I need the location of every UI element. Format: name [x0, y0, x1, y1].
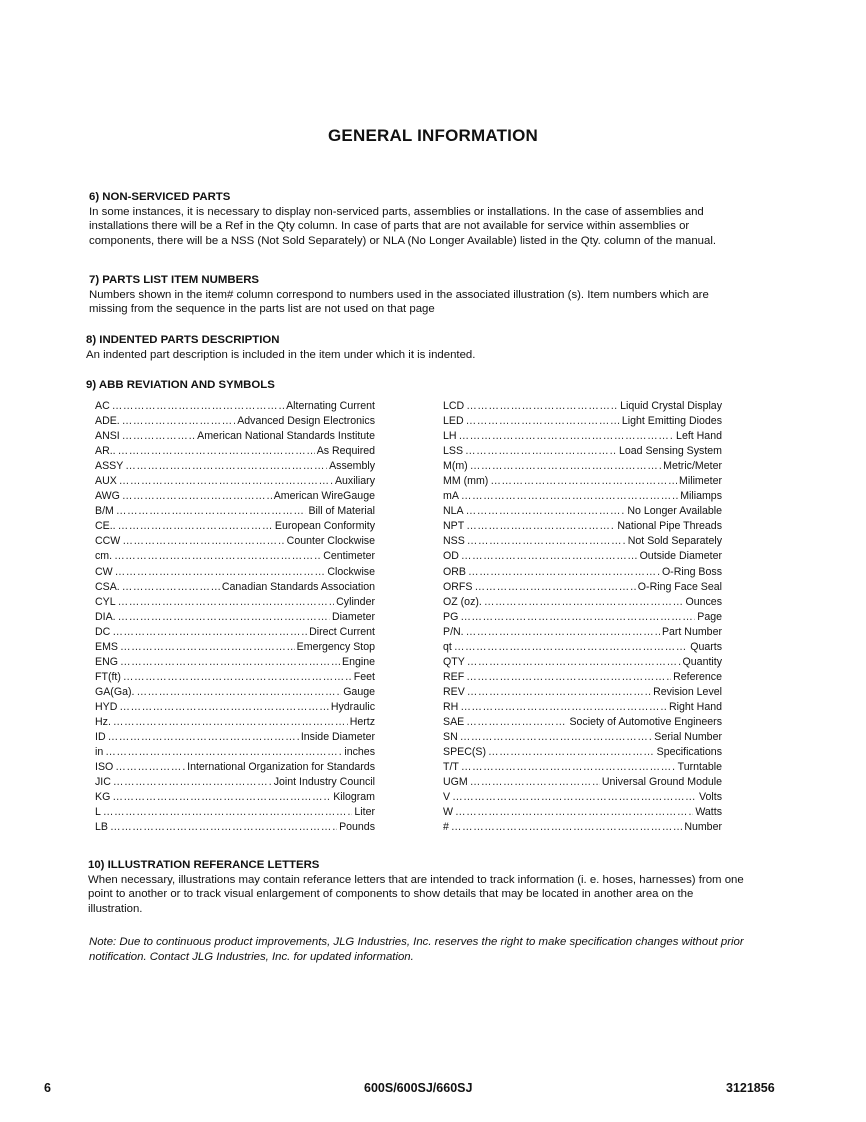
abbreviation-row — [443, 730, 722, 745]
section-heading: 10) ILLUSTRATION REFERANCE LETTERS — [88, 859, 320, 871]
abbreviation-meaning: Bill of Material — [308, 505, 375, 518]
section-non-serviced-parts — [89, 190, 749, 248]
leader-dots — [112, 625, 307, 640]
abbreviation-meaning: Centimeter — [323, 550, 375, 563]
abbreviation-row — [443, 700, 722, 715]
abbreviation-code: L — [95, 806, 101, 819]
abbreviation-meaning: Quarts — [690, 640, 722, 653]
abbreviation-meaning: Specifications — [656, 746, 722, 759]
leader-dots — [113, 715, 348, 730]
abbreviation-code: ORFS — [443, 580, 473, 593]
abbreviation-code: V — [443, 791, 451, 804]
abbreviation-meaning: Right Hand — [669, 700, 722, 713]
abbreviation-row — [443, 580, 722, 595]
leader-dots — [466, 519, 615, 534]
abbreviation-row — [95, 700, 375, 715]
abbreviation-code: qt — [443, 640, 452, 653]
leader-dots — [123, 670, 352, 685]
abbreviation-row — [443, 655, 722, 670]
leader-dots — [460, 610, 695, 625]
section-heading: 8) INDENTED PARTS DESCRIPTION — [86, 334, 280, 346]
abbreviation-meaning: Clockwise — [327, 565, 375, 578]
abbreviation-meaning: International Organization for Standards — [187, 761, 375, 774]
abbreviation-code: SAE — [443, 715, 465, 728]
abbreviation-code: ID — [95, 731, 106, 744]
abbreviation-code: mA — [443, 490, 459, 503]
abbreviation-meaning: Metric/Meter — [663, 460, 722, 473]
abbreviation-row — [443, 459, 722, 474]
section-indented-parts-description — [86, 333, 746, 362]
abbreviation-row — [95, 534, 375, 549]
abbreviation-meaning: As Required — [316, 445, 375, 458]
abbreviation-row — [95, 444, 375, 459]
section-illustration-reference-letters — [88, 858, 748, 916]
abbreviation-meaning: Universal Ground Module — [601, 776, 722, 789]
abbreviation-code: CCW — [95, 535, 121, 548]
abbreviation-meaning: American WireGauge — [273, 490, 375, 503]
abbreviation-code: CSA. — [95, 580, 120, 593]
abbreviation-code: ISO — [95, 761, 114, 774]
abbreviation-code: DC — [95, 625, 111, 638]
note-text: Note: Due to continuous product improvements, JLG Industries, Inc. reserves the right to make specification changes without prior notification. Contact JLG Industries, Inc. for updated information. — [89, 936, 744, 963]
abbreviation-row — [443, 640, 722, 655]
abbreviation-code: CE.. — [95, 520, 116, 533]
leader-dots — [118, 595, 335, 610]
leader-dots — [122, 489, 272, 504]
abbreviation-meaning: Number — [684, 821, 722, 834]
abbreviation-code: MM (mm) — [443, 475, 489, 488]
abbreviation-row — [95, 775, 375, 790]
abbreviation-code: LB — [95, 821, 108, 834]
footer-page-number: 6 — [44, 1081, 51, 1095]
abbreviation-code: AWG — [95, 490, 120, 503]
abbreviation-code: CYL — [95, 595, 116, 608]
abbreviation-row — [443, 534, 722, 549]
abbreviation-code: NSS — [443, 535, 465, 548]
leader-dots — [459, 429, 675, 444]
abbreviation-row — [443, 610, 722, 625]
abbreviation-row — [443, 715, 722, 730]
abbreviation-meaning: Canadian Standards Association — [221, 580, 375, 593]
section-parts-list-item-numbers — [89, 273, 749, 317]
abbreviation-meaning: Cylinder — [336, 595, 375, 608]
abbreviation-code: NLA — [443, 505, 464, 518]
leader-dots — [118, 444, 315, 459]
abbreviation-meaning: National Pipe Threads — [617, 520, 722, 533]
section-abbreviations — [86, 378, 746, 393]
leader-dots — [466, 399, 618, 414]
abbreviation-code: Hz. — [95, 715, 111, 728]
abbreviation-row — [95, 805, 375, 820]
abbreviation-row — [95, 610, 375, 625]
leader-dots — [460, 730, 653, 745]
leader-dots — [474, 580, 635, 595]
abbreviation-row — [443, 820, 722, 835]
leader-dots — [119, 474, 333, 489]
leader-dots — [467, 655, 681, 670]
leader-dots — [118, 610, 330, 625]
abbreviation-code: HYD — [95, 700, 118, 713]
abbreviation-code: ANSI — [95, 430, 120, 443]
leader-dots — [488, 745, 655, 760]
leader-dots — [116, 504, 307, 519]
abbreviation-row — [95, 655, 375, 670]
section-heading: 9) ABB REVIATION AND SYMBOLS — [86, 379, 275, 391]
abbreviation-row — [95, 760, 375, 775]
leader-dots — [115, 565, 326, 580]
abbreviation-row — [443, 775, 722, 790]
abbreviation-row — [95, 715, 375, 730]
abbreviation-row — [95, 429, 375, 444]
abbreviation-code: B/M — [95, 505, 114, 518]
abbreviation-meaning: Volts — [699, 791, 722, 804]
leader-dots — [125, 459, 327, 474]
leader-dots — [466, 670, 671, 685]
abbreviation-code: T/T — [443, 761, 459, 774]
abbreviation-meaning: Assembly — [329, 460, 375, 473]
leader-dots — [466, 414, 620, 429]
abbreviation-row — [95, 790, 375, 805]
abbreviation-meaning: Revision Level — [653, 685, 722, 698]
abbreviation-row — [443, 549, 722, 564]
leader-dots — [452, 790, 697, 805]
abbreviation-meaning: Reference — [673, 670, 722, 683]
abbreviation-code: LED — [443, 415, 464, 428]
leader-dots — [103, 805, 352, 820]
abbreviation-code: JIC — [95, 776, 111, 789]
abbreviation-meaning: Light Emitting Diodes — [621, 415, 722, 428]
abbreviation-meaning: inches — [344, 746, 375, 759]
leader-dots — [118, 519, 273, 534]
leader-dots — [105, 745, 342, 760]
leader-dots — [120, 640, 295, 655]
abbreviation-meaning: Hertz — [349, 715, 375, 728]
abbreviation-code: cm. — [95, 550, 113, 563]
abbreviation-meaning: Liquid Crystal Display — [620, 400, 722, 412]
leader-dots — [451, 820, 682, 835]
abbreviation-code: ASSY — [95, 460, 124, 473]
abbreviation-row — [95, 580, 375, 595]
abbreviation-row — [443, 760, 722, 775]
abbreviation-row — [443, 474, 722, 489]
abbreviation-meaning: Engine — [342, 655, 375, 668]
abbreviation-row — [443, 504, 722, 519]
abbreviation-row — [443, 745, 722, 760]
leader-dots — [122, 429, 195, 444]
leader-dots — [467, 685, 651, 700]
abbreviation-row — [443, 685, 722, 700]
abbreviation-code: QTY — [443, 655, 465, 668]
abbreviation-row — [95, 745, 375, 760]
footer-doc-number: 3121856 — [726, 1081, 775, 1095]
abbreviation-row — [95, 565, 375, 580]
leader-dots — [467, 534, 626, 549]
abbreviation-code: LCD — [443, 400, 465, 412]
leader-dots — [460, 700, 667, 715]
abbreviation-meaning: Left Hand — [676, 430, 722, 443]
abbreviation-meaning: O-Ring Face Seal — [637, 580, 722, 593]
abbreviation-row — [95, 595, 375, 610]
abbreviation-code: GA(Ga). — [95, 685, 135, 698]
abbreviation-meaning: Outside Diameter — [639, 550, 722, 563]
section-body: In some instances, it is necessary to display non-serviced parts, assemblies or installations. In the case of assemblies and installations there will be a Ref in the Qty column. In case of parts that are not available for service within assemblies or components, there will be a NSS (Not Sold Separately) or NLA (No Longer Available) listed in the Qty. column of the manual. — [89, 205, 717, 247]
abbreviation-row — [95, 640, 375, 655]
abbreviation-meaning: Not Sold Separately — [627, 535, 722, 548]
abbreviation-code: AR.. — [95, 445, 116, 458]
abbreviation-meaning: Feet — [353, 670, 375, 683]
leader-dots — [122, 414, 235, 429]
abbreviation-meaning: Milimeter — [679, 475, 722, 488]
abbreviation-code: KG — [95, 791, 111, 804]
abbreviation-row — [95, 820, 375, 835]
abbreviation-meaning: Direct Current — [309, 625, 375, 638]
abbreviation-meaning: Counter Clockwise — [286, 535, 375, 548]
abbreviation-meaning: Alternating Current — [286, 400, 375, 412]
abbreviation-meaning: Hydraulic — [330, 700, 375, 713]
abbreviation-meaning: Joint Industry Council — [273, 776, 375, 789]
leader-dots — [465, 444, 617, 459]
abbreviation-meaning: Ounces — [685, 595, 722, 608]
abbreviation-code: W — [443, 806, 453, 819]
abbreviation-row — [443, 595, 722, 610]
abbreviation-code: P/N. — [443, 625, 464, 638]
leader-dots — [120, 655, 340, 670]
leader-dots — [470, 775, 600, 790]
abbreviation-code: FT(ft) — [95, 670, 121, 683]
abbreviation-row — [443, 805, 722, 820]
abbreviation-meaning: Emergency Stop — [296, 640, 375, 653]
leader-dots — [119, 700, 328, 715]
abbreviation-meaning: Liter — [354, 806, 375, 819]
abbreviation-row — [95, 489, 375, 504]
abbreviation-row — [443, 489, 722, 504]
abbreviation-list-right — [443, 399, 722, 835]
abbreviation-meaning: Gauge — [343, 685, 375, 698]
leader-dots — [122, 534, 284, 549]
abbreviation-meaning: Diameter — [332, 610, 375, 623]
leader-dots — [113, 775, 272, 790]
leader-dots — [461, 549, 638, 564]
abbreviation-code: AC — [95, 400, 110, 412]
leader-dots — [112, 790, 331, 805]
section-body: An indented part description is included in the item under which it is indented. — [86, 348, 476, 361]
leader-dots — [115, 760, 185, 775]
leader-dots — [110, 820, 337, 835]
abbreviation-meaning: Kilogram — [333, 791, 375, 804]
abbreviation-code: SPEC(S) — [443, 746, 486, 759]
section-heading: 7) PARTS LIST ITEM NUMBERS — [89, 274, 260, 286]
abbreviation-code: REV — [443, 685, 465, 698]
abbreviation-code: in — [95, 746, 104, 759]
abbreviation-row — [443, 565, 722, 580]
abbreviation-row — [443, 519, 722, 534]
abbreviation-code: PG — [443, 610, 459, 623]
abbreviation-row — [443, 399, 722, 414]
abbreviation-meaning: Auxiliary — [334, 475, 375, 488]
leader-dots — [466, 625, 660, 640]
leader-dots — [112, 399, 284, 414]
abbreviation-row — [95, 459, 375, 474]
abbreviation-row — [95, 670, 375, 685]
section-body: Numbers shown in the item# column correspond to numbers used in the associated illustration (s). Item numbers which are missing from the sequence in the parts list are not used on that page — [89, 288, 709, 316]
leader-dots — [470, 459, 661, 474]
leader-dots — [461, 760, 676, 775]
abbreviation-code: REF — [443, 670, 465, 683]
abbreviation-code: OZ (oz). — [443, 595, 482, 608]
abbreviation-row — [95, 399, 375, 414]
abbreviation-row — [95, 730, 375, 745]
abbreviation-code: LSS — [443, 445, 464, 458]
abbreviation-code: AUX — [95, 475, 117, 488]
abbreviation-code: SN — [443, 731, 458, 744]
abbreviation-meaning: Quantity — [682, 655, 722, 668]
page-title: GENERAL INFORMATION — [328, 126, 538, 145]
abbreviation-row — [95, 549, 375, 564]
abbreviation-row — [95, 504, 375, 519]
abbreviation-row — [95, 625, 375, 640]
abbreviation-code: ENG — [95, 655, 118, 668]
leader-dots — [454, 640, 688, 655]
section-body: When necessary, illustrations may contain referance letters that are intended to track information (i. e. hoses, harnesses) from one point to another or to track visual enlargement of components to show details that may be located in another area on the illustration. — [88, 873, 744, 915]
abbreviation-meaning: American National Standards Institute — [197, 430, 375, 443]
abbreviation-meaning: Inside Diameter — [300, 731, 375, 744]
abbreviation-row — [95, 414, 375, 429]
abbreviation-row — [95, 685, 375, 700]
footer-model: 600S/600SJ/660SJ — [364, 1081, 473, 1095]
abbreviation-code: RH — [443, 700, 459, 713]
abbreviation-meaning: Pounds — [339, 821, 375, 834]
leader-dots — [136, 685, 341, 700]
abbreviation-row — [443, 625, 722, 640]
abbreviation-meaning: Society of Automotive Engineers — [569, 715, 722, 728]
leader-dots — [114, 549, 321, 564]
abbreviation-meaning: Page — [697, 610, 722, 623]
abbreviation-code: DIA. — [95, 610, 116, 623]
abbreviation-meaning: Serial Number — [654, 731, 722, 744]
abbreviation-meaning: Part Number — [661, 625, 722, 638]
abbreviation-code: EMS — [95, 640, 118, 653]
abbreviation-code: M(m) — [443, 460, 468, 473]
abbreviation-row — [443, 429, 722, 444]
abbreviation-code: OD — [443, 550, 459, 563]
abbreviation-row — [443, 670, 722, 685]
abbreviation-code: CW — [95, 565, 113, 578]
abbreviation-meaning: Watts — [695, 806, 722, 819]
abbreviation-meaning: European Conformity — [274, 520, 375, 533]
abbreviation-row — [95, 519, 375, 534]
abbreviation-meaning: Advanced Design Electronics — [237, 415, 375, 428]
leader-dots — [108, 730, 299, 745]
abbreviation-code: ADE. — [95, 415, 120, 428]
abbreviation-meaning: Turntable — [677, 761, 722, 774]
leader-dots — [122, 580, 220, 595]
leader-dots — [490, 474, 677, 489]
leader-dots — [468, 565, 660, 580]
abbreviation-code: ORB — [443, 565, 466, 578]
leader-dots — [466, 715, 567, 730]
abbreviation-row — [443, 790, 722, 805]
abbreviation-row — [95, 474, 375, 489]
section-heading: 6) NON-SERVICED PARTS — [89, 191, 231, 203]
abbreviation-code: LH — [443, 430, 457, 443]
abbreviation-meaning: Miliamps — [680, 490, 722, 503]
leader-dots — [484, 595, 684, 610]
abbreviation-meaning: Load Sensing System — [618, 445, 722, 458]
abbreviation-code: NPT — [443, 520, 465, 533]
abbreviation-list-left — [95, 399, 375, 835]
leader-dots — [466, 504, 626, 519]
abbreviation-code: # — [443, 821, 449, 834]
abbreviation-row — [443, 414, 722, 429]
abbreviation-meaning: O-Ring Boss — [661, 565, 722, 578]
abbreviation-row — [443, 444, 722, 459]
abbreviation-code: UGM — [443, 776, 468, 789]
abbreviation-meaning: No Longer Available — [627, 505, 722, 518]
leader-dots — [455, 805, 693, 820]
leader-dots — [461, 489, 678, 504]
